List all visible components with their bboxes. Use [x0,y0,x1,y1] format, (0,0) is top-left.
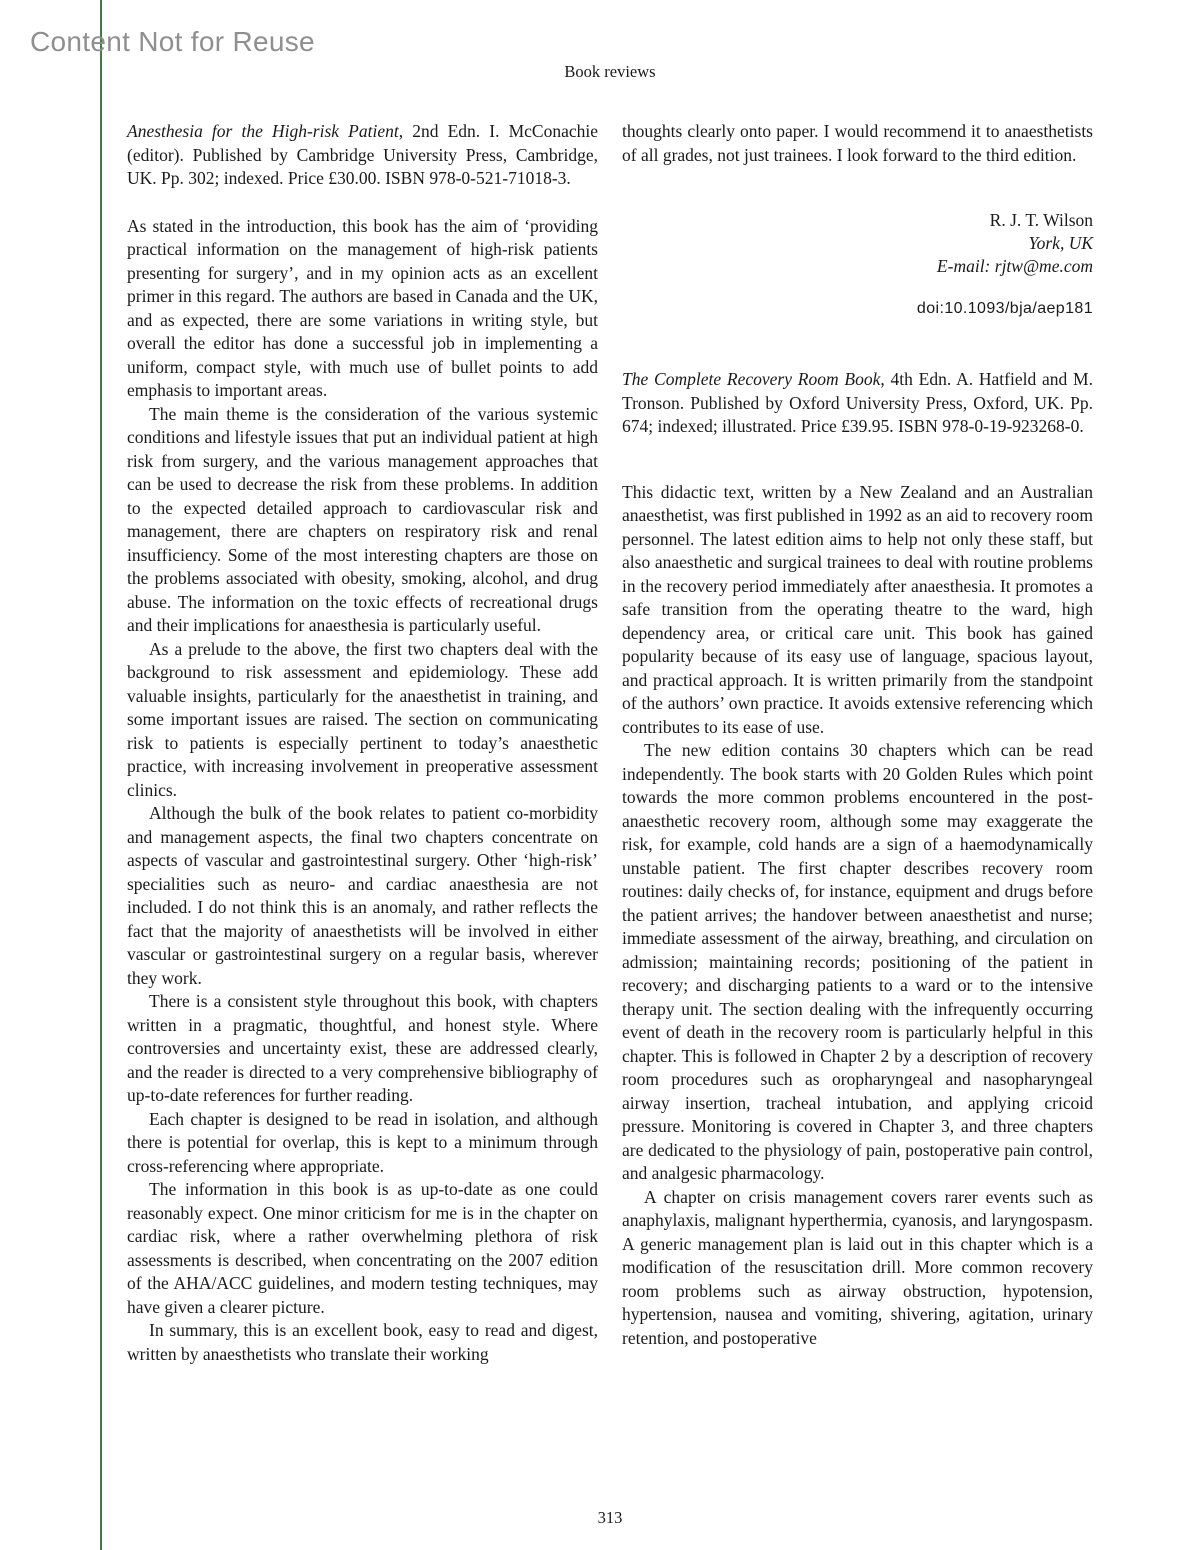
review2-paragraph-3: A chapter on crisis management covers rarer events such as anaphylaxis, malignant hyperthermia, cyanosis, and laryngospasm. A generic management plan is laid out in this chapter which is a modification of the resuscitation drill. More common recovery room problems such as airway obstruction, hypotension, hypertension, nausea and vomiting, shivering, agitation, urinary retention, and postoperative [622,1186,1093,1348]
review1-paragraph-4: Although the bulk of the book relates to patient co-morbidity and management aspects, the final two chapters concentrate on aspects of vascular and gastrointestinal surgery. Other ‘high-risk’ specialities such as neuro- and cardiac anaesthesia are not included. I do not think this is an anomaly, and rather reflects the fact that the majority of anaesthetists will be involved in either vascular or gastrointestinal surgery on a regular basis, wherever they work. [127,803,598,988]
book-title-1: Anesthesia for the High-risk Patient [127,121,399,141]
review1-paragraph-1: As stated in the introduction, this book has the aim of ‘providing practical information on the management of high-risk patients presenting for surgery’, and in my opinion acts as an excellent primer in this regard. The authors are based in Canada and the UK, and as expected, there are some variations in writing style, but overall the editor has done a successful job in implementing a uniform, compact style, with much use of bullet points to add emphasis to important areas. [127,215,598,400]
two-column-layout [127,120,1093,1366]
book-citation-1 [127,120,598,191]
signature-block [622,209,1093,278]
review2-paragraph-1: This didactic text, written by a New Zealand and an Australian anaesthetist, was first published in 1992 as an aid to recovery room personnel. The latest edition aims to help not only these staff, but also anaesthetic and surgical trainees to deal with routine problems in the recovery period immediately after anaesthesia. It promotes a safe transition from the operating theatre to the ward, high dependency area, or critical care unit. This book has gained popularity because of its easy use of language, spacious layout, and practical approach. It is written primarily from the standpoint of the authors’ own practice. It avoids extensive referencing which contributes to its ease of use. [622,481,1093,737]
review1-paragraph-7: The information in this book is as up-to-date as one could reasonably expect. One minor criticism for me is in the chapter on cardiac risk, where a rather overwhelming plethora of risk assessments is described, when concentrating on the 2007 edition of the AHA/ACC guidelines, and modern testing techniques, may have given a clearer picture. [127,1179,598,1317]
review1-paragraph-3: As a prelude to the above, the first two chapters deal with the background to risk assessment and epidemiology. These add valuable insights, particularly for the anaesthetist in training, and some important issues are raised. The section on communicating risk to patients is especially pertinent to today’s anaesthetic practice, with increasing involvement in preoperative assessment clinics. [127,638,598,800]
doi: doi:10.1093/bja/aep181 [916,300,1093,317]
book-citation-2 [622,368,1093,439]
book-citation-2-details: , 4th Edn. A. Hatfield and M. Tronson. Published by Oxford University Press, Oxford, UK. Pp. 674; indexed; illustrated. Price £39.95. ISBN 978-0-19-923268-0. [622,369,1093,436]
watermark: Content Not for Reuse [30,26,315,57]
book-citation-1-details: , 2nd Edn. I. McConachie (editor). Published by Cambridge University Press, Cambridge, UK. Pp. 302; indexed. Price £30.00. ISBN 978-0-521-71018-3. [127,121,598,188]
review1-paragraph-5: There is a consistent style throughout this book, with chapters written in a pragmatic, thoughtful, and honest style. Where controversies and uncertainty exist, these are addressed clearly, and the reader is directed to a very comprehensive bibliography of up-to-date references for further reading. [127,991,598,1105]
left-margin-rule [100,0,102,1550]
book-title-2: The Complete Recovery Room Book [622,369,881,389]
review1-paragraph-2: The main theme is the consideration of the various systemic conditions and lifestyle issues that put an individual patient at high risk from surgery, and the various management approaches that can be used to decrease the risk from these problems. In addition to the expected detailed approach to cardiovascular risk and management, there are chapters on respiratory risk and renal insufficiency. Some of the most interesting chapters are those on the problems associated with obesity, smoking, alcohol, and drug abuse. The information on the toxic effects of recreational drugs and their implications for anaesthesia is particularly useful. [127,403,598,635]
left-column [127,120,598,1366]
page-number: 313 [597,1508,623,1527]
review1-paragraph-8: In summary, this is an excellent book, easy to read and digest, written by anaesthetists who translate their working [127,1320,598,1364]
right-column [622,120,1093,1366]
review2-paragraph-2: The new edition contains 30 chapters which can be read independently. The book starts with 20 Golden Rules which point towards the more common problems encountered in the post-anaesthetic recovery room, although some may exaggerate the risk, for example, cold hands are a sign of a haemodynamically unstable patient. The first chapter describes recovery room routines: daily checks of, for instance, equipment and drugs before the patient arrives; the handover between anaesthetist and nurse; immediate assessment of the airway, breathing, and circulation on admission; maintaining records; positioning of the patient in recovery; and discharging patients to a ward or to the intensive therapy unit. The section dealing with the infrequently occurring event of death in the recovery room is particularly helpful in this chapter. This is followed in Chapter 2 by a description of recovery room procedures such as oropharyngeal and nasopharyngeal airway insertion, tracheal intubation, and applying cricoid pressure. Monitoring is covered in Chapter 3, and three chapters are dedicated to the physiology of pain, postoperative pain control, and analgesic pharmacology. [622,740,1093,1183]
review1-paragraph-6: Each chapter is designed to be read in isolation, and although there is potential for overlap, this is kept to a minimum through cross-referencing where appropriate. [127,1108,598,1176]
reviewer-email: E-mail: rjtw@me.com [936,256,1093,276]
reviewer-location: York, UK [1028,233,1093,253]
page-content [127,62,1093,1366]
reviewer-name: R. J. T. Wilson [989,210,1093,230]
running-head: Book reviews [564,62,656,81]
review1-paragraph-8-continuation: thoughts clearly onto paper. I would recommend it to anaesthetists of all grades, not just trainees. I look forward to the third edition. [622,121,1093,165]
